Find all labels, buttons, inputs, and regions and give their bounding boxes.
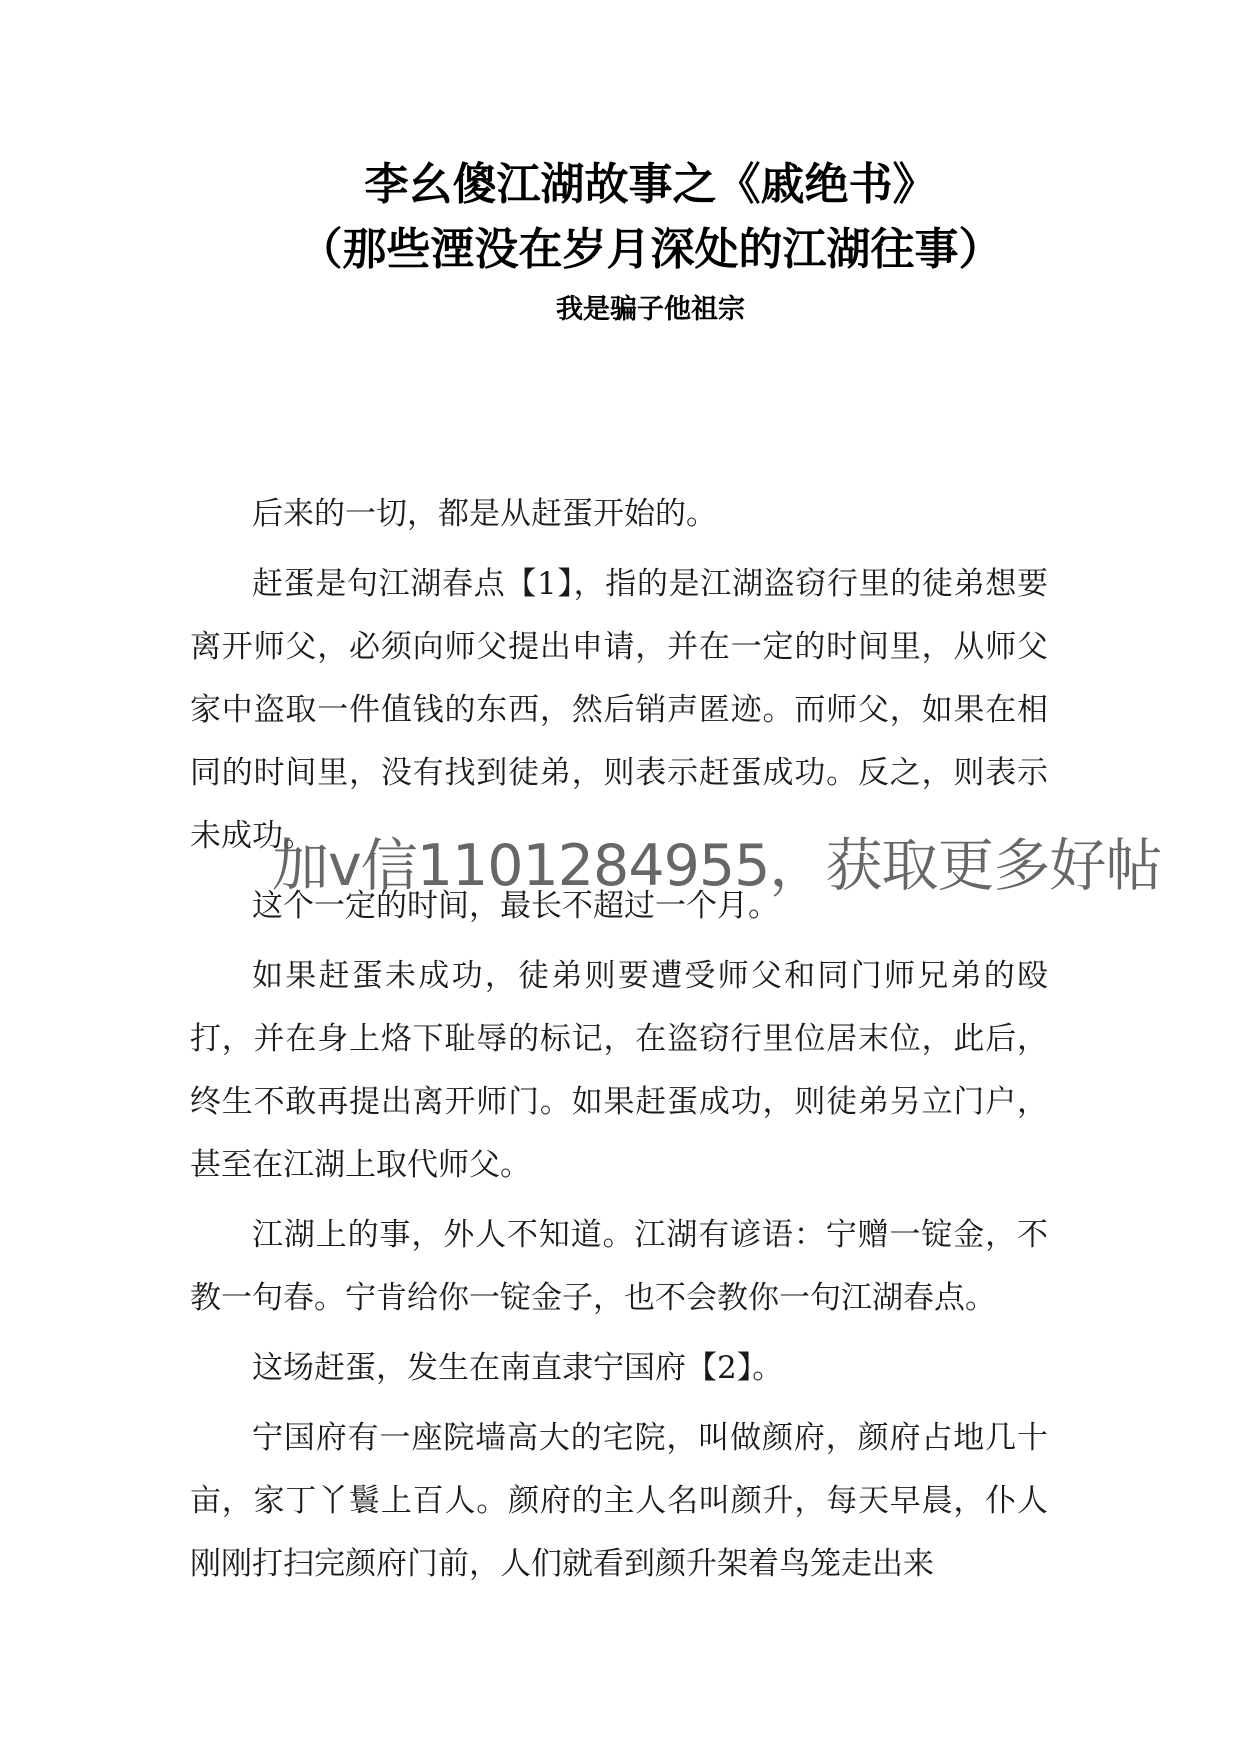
paragraph: 这个一定的时间，最长不超过一个月。 <box>252 888 779 924</box>
paragraph: 这场赶蛋，发生在南直隶宁国府【2】。 <box>252 1350 784 1386</box>
paragraph: 后来的一切，都是从赶蛋开始的。 <box>252 496 717 532</box>
title-line-1: 李幺傻江湖故事之《戚绝书》 <box>364 159 937 210</box>
paragraph: 如果赶蛋未成功，徒弟则要遭受师父和同门师兄弟的殴打，并在身上烙下耻辱的标记，在盗窃行里位居末位，此后，终生不敢再提出离开师门。如果赶蛋成功，则徒弟另立门户，甚至在江湖上取代师父。 <box>190 958 1048 1183</box>
watermark-text: 加v信1101284955，获取更多好帖 <box>272 833 1162 899</box>
paragraph: 江湖上的事，外人不知道。江湖有谚语：宁赠一锭金，不教一句春。宁肯给你一锭金子，也不会教你一句江湖春点。 <box>190 1217 1048 1316</box>
author-line: 我是骗子他祖宗 <box>556 294 745 325</box>
paragraph: 宁国府有一座院墙高大的宅院，叫做颜府，颜府占地几十亩，家丁丫鬟上百人。颜府的主人名叫颜升，每天早晨，仆人刚刚打扫完颜府门前，人们就看到颜升架着鸟笼走出来 <box>190 1420 1048 1582</box>
paragraph: 赶蛋是句江湖春点【1】，指的是江湖盗窃行里的徒弟想要离开师父，必须向师父提出申请，并在一定的时间里，从师父家中盗取一件值钱的东西，然后销声匿迹。而师父，如果在相同的时间里，没有找到徒弟，则表示赶蛋成功。反之，则表示未成功。 <box>190 566 1048 854</box>
body-text <box>190 483 1048 1603</box>
title-line-2: （那些湮没在岁月深处的江湖往事） <box>298 224 1003 275</box>
